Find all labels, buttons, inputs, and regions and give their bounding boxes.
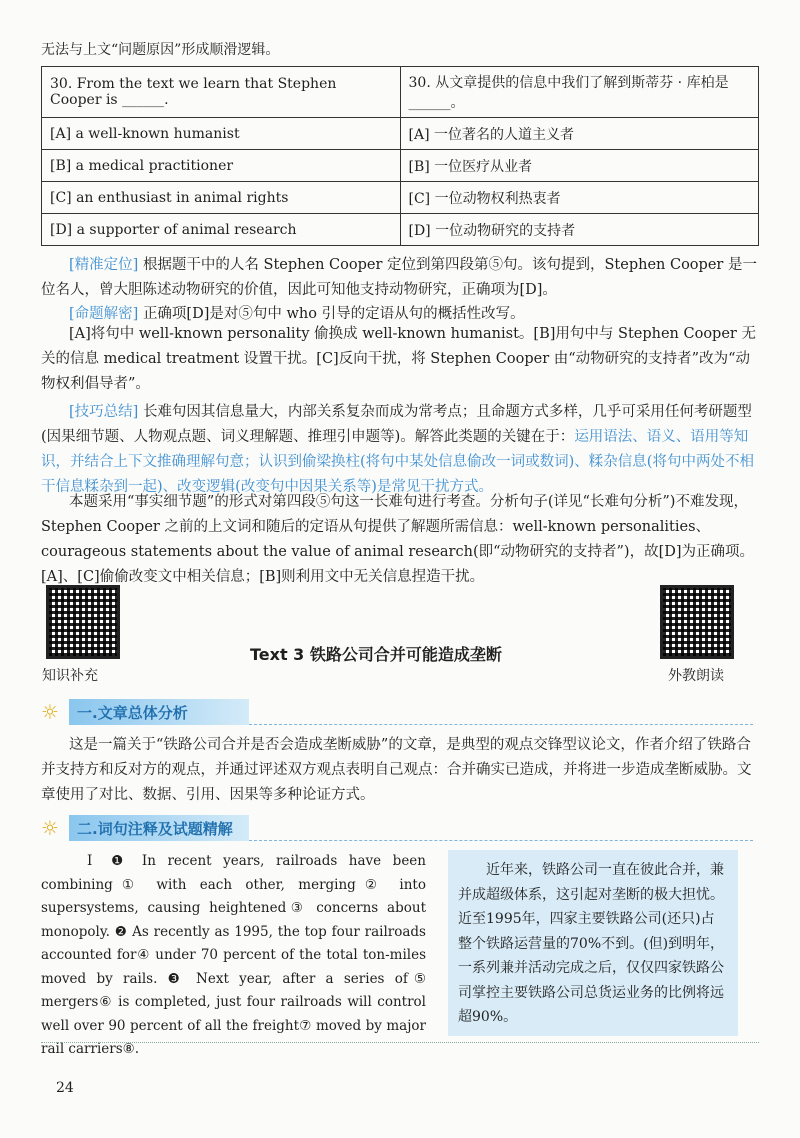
top-line: 无法与上文“问题原因”形成顺滑逻辑。 xyxy=(41,42,280,58)
option-d-en: [D] a supporter of animal research xyxy=(42,214,401,246)
option-c-en: [C] an enthusiast in animal rights xyxy=(42,182,401,214)
qr-caption-reading: 外教朗读 xyxy=(668,668,724,684)
jzdw-paragraph xyxy=(41,253,763,303)
qr-caption-knowledge: 知识补充 xyxy=(42,668,98,684)
section-overview-title: 一.文章总体分析 xyxy=(77,704,188,722)
page-number: 24 xyxy=(56,1080,74,1096)
mtjm-text: 正确项[D]是对⑤句中 who 引导的定语从句的概括性改写。 xyxy=(142,306,525,322)
section-notes-title: 二.词句注释及试题精解 xyxy=(77,820,233,838)
section-divider xyxy=(249,724,753,725)
overview-paragraph: 这是一篇关于“铁路公司合并是否会造成垄断威胁”的文章，是典型的观点交锋型议论文，作者介绍了铁路合并支持方和反对方的观点，并通过评述双方观点表明自己观点：合并确实已造成，并将进一步造成垄断威胁。文章使用了对比、数据、引用、因果等多种论证方式。 xyxy=(41,737,752,803)
section-notes-header xyxy=(41,815,753,841)
jqzj-text2: 运用语法、语义、语用等知识，并结合上下文推确理解句意；认识到偷梁换柱(将句中某处信息偷改一词或数词)、糅杂信息(将句中两处不相干信息糅杂到一起)、改变逻辑(改变句中因果关系等)是常见干扰方式。 xyxy=(41,429,754,495)
jzdw-label: [精准定位] xyxy=(69,257,139,273)
jqzj-paragraph xyxy=(41,400,763,500)
bottom-divider xyxy=(41,1042,759,1043)
option-d-cn: [D] 一位动物研究的支持者 xyxy=(400,214,759,246)
chinese-translation: 近年来，铁路公司一直在彼此合并，兼并成超级体系，这引起对垄断的极大担忧。近至1995年，四家主要铁路公司(还只)占整个铁路运营量的70%不到。(但)到明年，一系列兼并活动完成之后，仅仅四家铁路公司掌控主要铁路公司总货运业务的比例将远超90%。 xyxy=(458,862,725,1025)
chinese-translation-box xyxy=(448,850,738,1036)
option-b-en: [B] a medical practitioner xyxy=(42,150,401,182)
mtjm-label: [命题解密] xyxy=(69,306,139,322)
section-divider xyxy=(249,840,753,841)
lightbulb-icon: ☼ xyxy=(41,816,59,840)
option-b-cn: [B] 一位医疗从业者 xyxy=(400,150,759,182)
lightbulb-icon: ☼ xyxy=(41,700,59,724)
qr-code-reading[interactable] xyxy=(660,585,734,659)
question-table xyxy=(41,66,759,246)
jqzj-label: [技巧总结] xyxy=(69,404,139,420)
jzdw-text: 根据题干中的人名 Stephen Cooper 定位到第四段第⑤句。该句提到，Stephen Cooper 是一位名人，曾大胆陈述动物研究的价值，因此可知他支持动物研究，正确项为[D]。 xyxy=(41,257,757,298)
section-overview-header xyxy=(41,699,753,725)
option-a-cn: [A] 一位著名的人道主义者 xyxy=(400,118,759,150)
mtjm-detail: [A]将句中 well-known personality 偷换成 well-known humanist。[B]用句中与 Stephen Cooper 无关的信息 medical treatment 设置干扰。[C]反向干扰，将 Stephen Cooper 由“动物研究的支持者”改为“动物权利倡导者”。 xyxy=(41,326,756,392)
option-a-en: [A] a well-known humanist xyxy=(42,118,401,150)
text-title: Text 3 铁路公司合并可能造成垄断 xyxy=(250,645,502,664)
question-en: 30. From the text we learn that Stephen Cooper is ______. xyxy=(42,67,401,118)
qr-code-knowledge[interactable] xyxy=(46,585,120,659)
analysis-paragraph: 本题采用“事实细节题”的形式对第四段⑤句这一长难句进行考查。分析句子(详见“长难句分析”)不难发现，Stephen Cooper 之前的上文词和随后的定语从句提供了解题所需信息：well-known personalities、courageous statements about the value of animal research(即“动物研究的支持者”)，故[D]为正确项。[A]、[C]偷偷改变文中相关信息；[B]则利用文中无关信息捏造干扰。 xyxy=(41,494,755,585)
question-cn: 30. 从文章提供的信息中我们了解到斯蒂芬 · 库柏是______。 xyxy=(400,67,759,118)
option-c-cn: [C] 一位动物权利热衷者 xyxy=(400,182,759,214)
jqzj-text1: 长难句因其信息量大，内部关系复杂而成为常考点；且命题方式多样，几乎可采用任何考研题型(因果细节题、人物观点题、词义理解题、推理引申题等)。解答此类题的关键在于： xyxy=(41,404,752,445)
english-paragraph: Ⅰ ❶ In recent years, railroads have been combining① with each other, merging② into supersystems, causing heightened③ concerns about monopoly. ❷ As recently as 1995, the top four railroads accounted for④ under 70 percent of the total ton-miles moved by rails. ❸ Next year, after a series of⑤ mergers⑥ is completed, just four railroads will control well over 90 percent of all the freight⑦ moved by major rail carriers⑧. xyxy=(41,853,426,1057)
